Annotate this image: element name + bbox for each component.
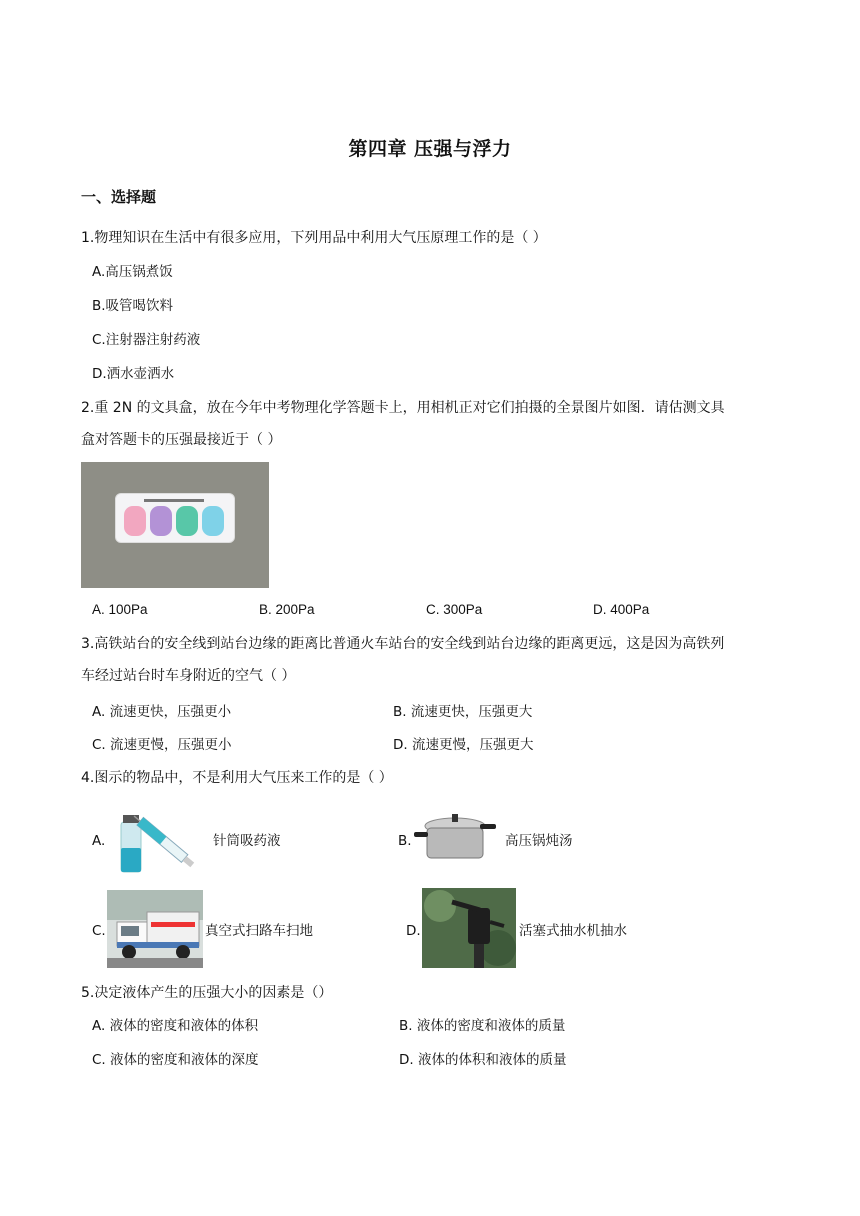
question-3-option-c[interactable]: C. 流速更慢，压强更小 (92, 737, 232, 753)
question-2-option-a[interactable]: A. 100Pa (92, 602, 148, 617)
question-3-option-b[interactable]: B. 流速更快，压强更大 (393, 704, 533, 720)
pencil-case-box (115, 493, 235, 543)
question-3-stem-line1: 3.高铁站台的安全线到站台边缘的距离比普通火车站台的安全线到站台边缘的距离更远，这是因为高铁列 (81, 636, 725, 652)
question-4-option-c-text[interactable]: 真空式扫路车扫地 (205, 923, 313, 939)
question-4-option-c-letter[interactable]: C. (92, 923, 106, 939)
question-4-option-b-text[interactable]: 高压锅炖汤 (505, 833, 573, 849)
question-3-option-a[interactable]: A. 流速更快，压强更小 (92, 704, 232, 720)
question-5-option-a[interactable]: A. 液体的密度和液体的体积 (92, 1018, 259, 1034)
page-title: 第四章 压强与浮力 (348, 138, 512, 160)
question-2-stem-line1: 2.重 2N 的文具盒，放在今年中考物理化学答题卡上，用相机正对它们拍摄的全景图片如图．请估测文具 (81, 400, 725, 416)
question-4-option-b-letter[interactable]: B. (398, 833, 412, 849)
question-4-stem: 4.图示的物品中，不是利用大气压来工作的是（ ） (81, 770, 393, 786)
pencil-case-photo (81, 462, 269, 588)
question-4-option-a-letter[interactable]: A. (92, 833, 106, 849)
question-1-option-b[interactable]: B.吸管喝饮料 (92, 298, 174, 314)
question-1-option-c[interactable]: C.注射器注射药液 (92, 332, 201, 348)
question-3-option-d[interactable]: D. 流速更慢，压强更大 (393, 737, 534, 753)
question-2-option-c[interactable]: C. 300Pa (426, 602, 483, 617)
piston-pump-photo (422, 888, 516, 968)
street-sweeper-photo (107, 890, 203, 968)
question-4-option-a-text[interactable]: 针筒吸药液 (213, 833, 281, 849)
pressure-cooker-photo (414, 808, 496, 868)
question-5-stem: 5.决定液体产生的压强大小的因素是（） (81, 985, 333, 1001)
question-2-stem-line2: 盒对答题卡的压强最接近于（ ） (81, 432, 282, 448)
question-3-stem-line2: 车经过站台时车身附近的空气（ ） (81, 668, 296, 684)
question-1-option-d[interactable]: D.洒水壶洒水 (92, 366, 175, 382)
question-1-stem: 1.物理知识在生活中有很多应用，下列用品中利用大气压原理工作的是（ ） (81, 230, 547, 246)
question-2-option-d[interactable]: D. 400Pa (593, 602, 650, 617)
question-5-option-b[interactable]: B. 液体的密度和液体的质量 (399, 1018, 566, 1034)
question-4-option-d-text[interactable]: 活塞式抽水机抽水 (519, 923, 627, 939)
section-heading: 一、选择题 (81, 188, 157, 206)
syringe-photo (111, 800, 207, 880)
question-1-option-a[interactable]: A.高压锅煮饭 (92, 264, 173, 280)
question-4-option-d-letter[interactable]: D. (406, 923, 421, 939)
question-5-option-c[interactable]: C. 液体的密度和液体的深度 (92, 1052, 259, 1068)
question-2-option-b[interactable]: B. 200Pa (259, 602, 315, 617)
question-5-option-d[interactable]: D. 液体的体积和液体的质量 (399, 1052, 567, 1068)
